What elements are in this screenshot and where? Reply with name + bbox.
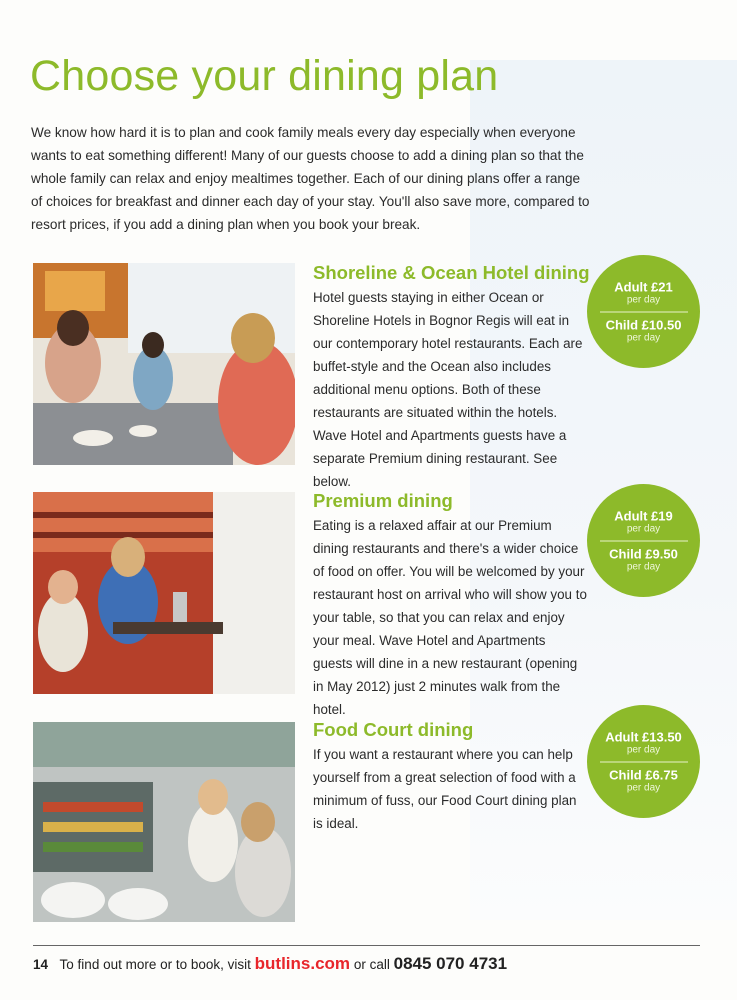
child-price-unit: per day — [626, 782, 661, 793]
website-link[interactable]: butlins.com — [254, 954, 351, 973]
child-price: Child £10.50 — [605, 317, 682, 332]
adult-price: Adult £21 — [614, 279, 673, 294]
price-badge-hotel-dining — [587, 255, 700, 368]
section-title-premium-dining: Premium dining — [313, 490, 453, 511]
section-title-hotel-dining: Shoreline & Ocean Hotel dining — [313, 262, 590, 283]
section-body-hotel-dining: Hotel guests staying in either Ocean or Shoreline Hotels in Bognor Regis will eat in our contemporary hotel restaurants. Each are buffet-style and the Ocean also includes additional menu options. Both of these restaurants are situated within the hotels. Wave Hotel and Apartments guests have a separate Premium dining restaurant. See below. — [313, 290, 583, 489]
price-badge-food-court — [587, 705, 700, 818]
page-number: 14 — [33, 957, 49, 972]
child-price: Child £9.50 — [609, 546, 678, 561]
phone-number[interactable]: 0845 070 4731 — [393, 954, 508, 973]
badge-divider — [600, 311, 688, 312]
premium-dining-photo — [33, 492, 295, 694]
child-price-unit: per day — [626, 561, 661, 572]
child-price: Child £6.75 — [609, 767, 678, 782]
footer-text: To find out more or to book, visit — [59, 957, 251, 972]
section-body-premium-dining: Eating is a relaxed affair at our Premium dining restaurants and there's a wider choice of food on offer. You will be welcomed by your restaurant host on arrival who will show you to your table, so that you can relax and enjoy your meal. Wave Hotel and Apartments guests will dine in a new restaurant (opening in May 2012) just 2 minutes walk from the hotel. — [313, 518, 587, 717]
adult-price-unit: per day — [626, 523, 661, 534]
badge-divider — [600, 761, 688, 762]
intro-paragraph: We know how hard it is to plan and cook family meals every day especially when everyone wants to eat something different! Many of our guests choose to add a dining plan so that the whole family can relax and enjoy mealtimes together. Each of our dining plans offer a range of choices for breakfast and dinner each day of your stay. You'll also save more, compared to resort prices, if you add a dining plan when you book your break. — [31, 125, 590, 232]
badge-divider — [600, 540, 688, 541]
footer — [33, 954, 507, 974]
price-badge-premium-dining — [587, 484, 700, 597]
child-price-unit: per day — [626, 332, 661, 343]
adult-price: Adult £13.50 — [605, 729, 682, 744]
food-court-photo — [33, 722, 295, 922]
section-title-food-court: Food Court dining — [313, 719, 474, 740]
adult-price: Adult £19 — [614, 508, 673, 523]
adult-price-unit: per day — [626, 294, 661, 305]
page-title: Choose your dining plan — [30, 52, 499, 100]
section-body-food-court: If you want a restaurant where you can help yourself from a great selection of food with a minimum of fuss, our Food Court dining plan is ideal. — [313, 747, 577, 831]
footer-divider — [33, 945, 700, 946]
hotel-dining-photo — [33, 263, 295, 465]
adult-price-unit: per day — [626, 744, 661, 755]
footer-call-text: or call — [353, 957, 390, 972]
